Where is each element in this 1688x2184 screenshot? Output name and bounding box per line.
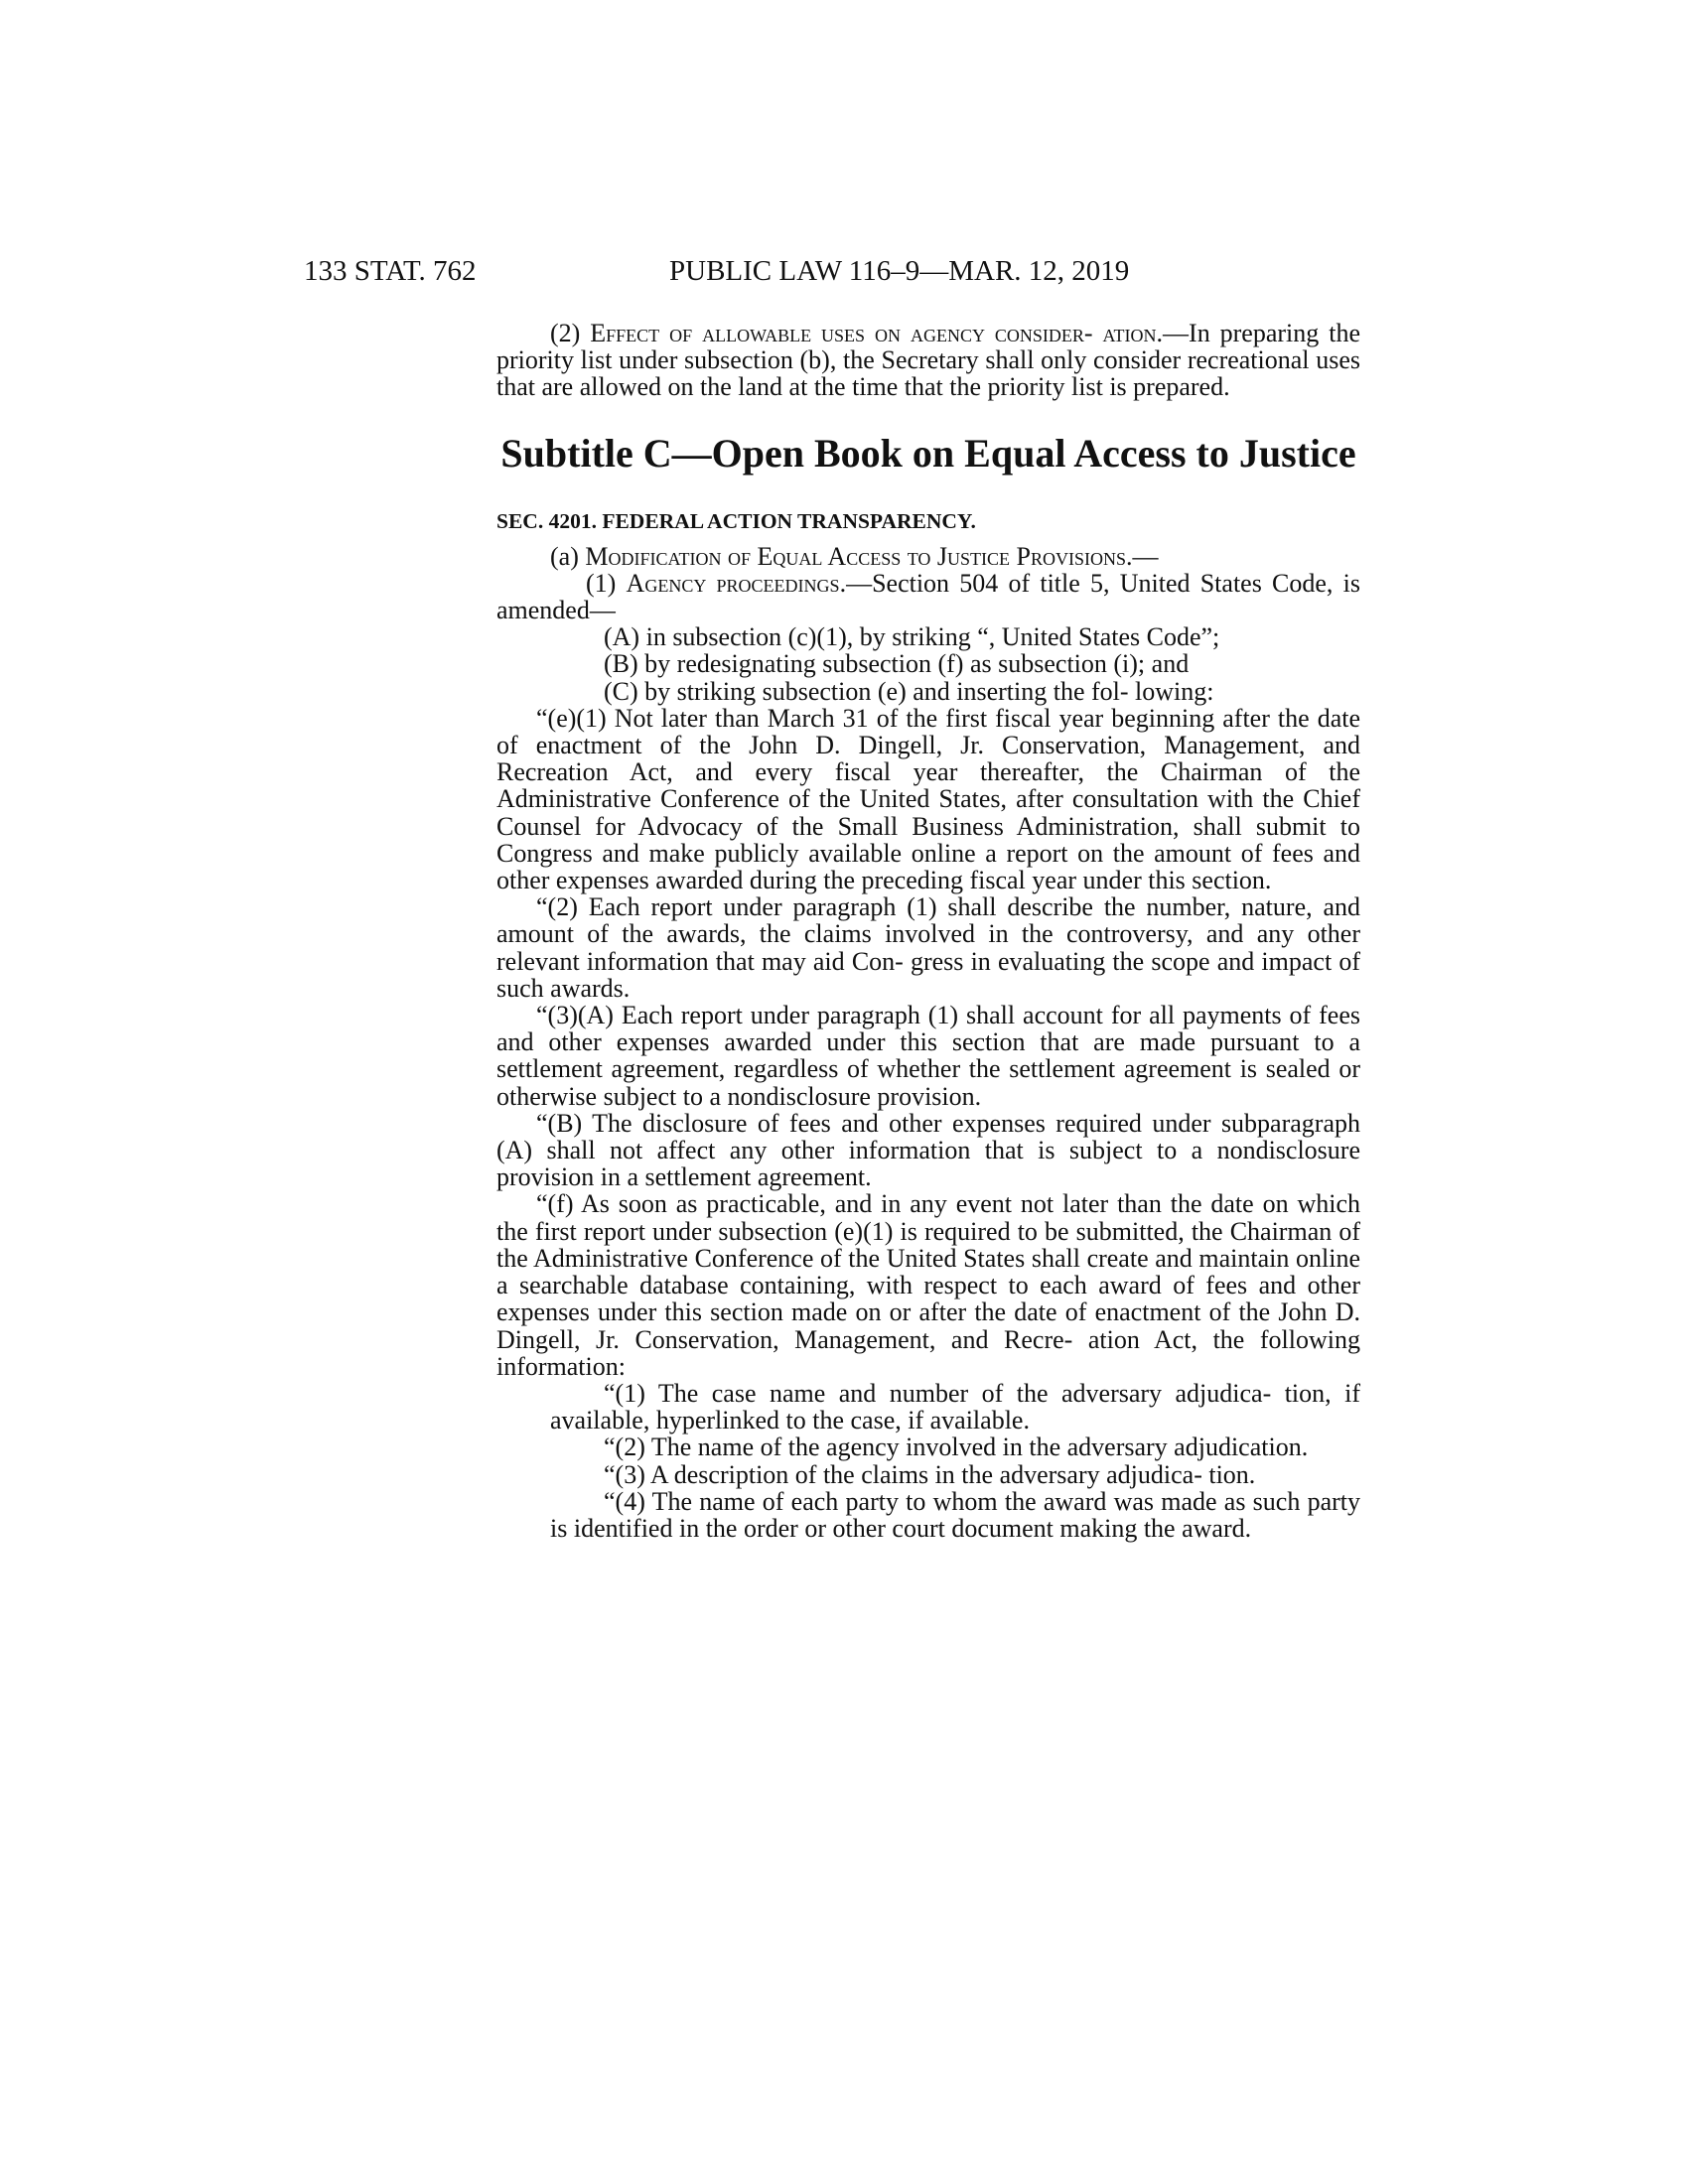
paragraph-caption: Agency proceedings — [626, 568, 840, 598]
quoted-subsection-e1: “(e)(1) Not later than March 31 of the first fiscal year beginning after the date of enactment of the John D. Dingell, Jr. Conservation, Management, and Recreation Act, and every fiscal year thereafter, the Chairman of the Administrative Conference of the United States, after consultation with the Chief Counsel for Advocacy of the Small Business Administration, shall submit to Congress and make publicly available online a report on the amount of fees and other expenses awarded during the preceding fiscal year under this section. — [496, 703, 1360, 895]
paragraph-caption: Effect of allowable uses on agency consider- ation — [590, 319, 1157, 347]
subsection-caption: Modification of Equal Access to Justice Provisions — [585, 541, 1126, 571]
paragraph-agency-proceedings — [496, 570, 1360, 623]
quoted-item-f2: “(2) The name of the agency involved in the adversary adjudication. — [604, 1433, 1309, 1462]
item-b: (B) by redesignating subsection (f) as subsection (i); and — [604, 649, 1190, 679]
quoted-item-f3: “(3) A description of the claims in the adversary adjudica- tion. — [604, 1459, 1256, 1489]
quoted-paragraph-e3b: “(B) The disclosure of fees and other expenses required under subparagraph (A) shall not affect any other information that is subject to a nondisclosure provision in a settlement agreement. — [496, 1108, 1360, 1192]
section-heading: SEC. 4201. FEDERAL ACTION TRANSPARENCY. — [496, 508, 976, 533]
subsection-number: (a) — [550, 541, 586, 571]
quoted-paragraph-e3a: “(3)(A) Each report under paragraph (1) shall account for all payments of fees and other expenses awarded under this section that are made pursuant to a settlement agreement, regardless of whether the settlement agreement is sealed or otherwise subject to a nondisclosure provision. — [496, 1001, 1360, 1111]
item-c: (C) by striking subsection (e) and inserting the fol- lowing: — [604, 676, 1214, 706]
quoted-subsection-f: “(f) As soon as practicable, and in any event not later than the date on which the first report under subsection (e)(1) is required to be submitted, the Chairman of the Administrative Conference of the United States shall create and maintain online a searchable database containing, with respect to each award of fees and other expenses under this section made on or after the date of enactment of the John D. Dingell, Jr. Conservation, Management, and Recre- ation Act, the following information: — [496, 1189, 1360, 1381]
subsection-dash: .— — [1125, 541, 1159, 571]
subtitle-heading: Subtitle C—Open Book on Equal Access to Justice — [500, 430, 1356, 476]
page-header — [304, 251, 1360, 291]
statute-page-number: 133 STAT. 762 — [304, 255, 477, 287]
subsection-a-heading — [496, 543, 1360, 570]
paragraph-number: (1) — [586, 568, 627, 598]
quoted-paragraph-e2: “(2) Each report under paragraph (1) shall describe the number, nature, and amount of the awards, the claims involved in the controversy, and any other relevant information that may aid Con- gress in evaluating the scope and impact of such awards. — [496, 892, 1360, 1003]
paragraph-number: (2) — [550, 319, 591, 347]
paragraph-effect-of-allowable-uses — [496, 320, 1360, 401]
paragraph-text: .—Section 504 of title 5, United States Code, is amended— — [496, 568, 1360, 625]
item-a: (A) in subsection (c)(1), by striking “, United States Code”; — [604, 622, 1220, 652]
public-law-citation: PUBLIC LAW 116–9—MAR. 12, 2019 — [669, 255, 1130, 287]
quoted-item-f4: “(4) The name of each party to whom the award was made as such party is identified in the order or other court document making the award. — [550, 1486, 1360, 1543]
document-body — [496, 320, 1360, 1542]
paragraph-text: .—In preparing the priority list under subsection (b), the Secretary shall only consider recreational uses that are allowed on the land at the time that the priority list is prepared. — [496, 319, 1360, 402]
quoted-item-f1: “(1) The case name and number of the adversary adjudica- tion, if available, hyperlinked to the case, if available. — [550, 1378, 1360, 1435]
